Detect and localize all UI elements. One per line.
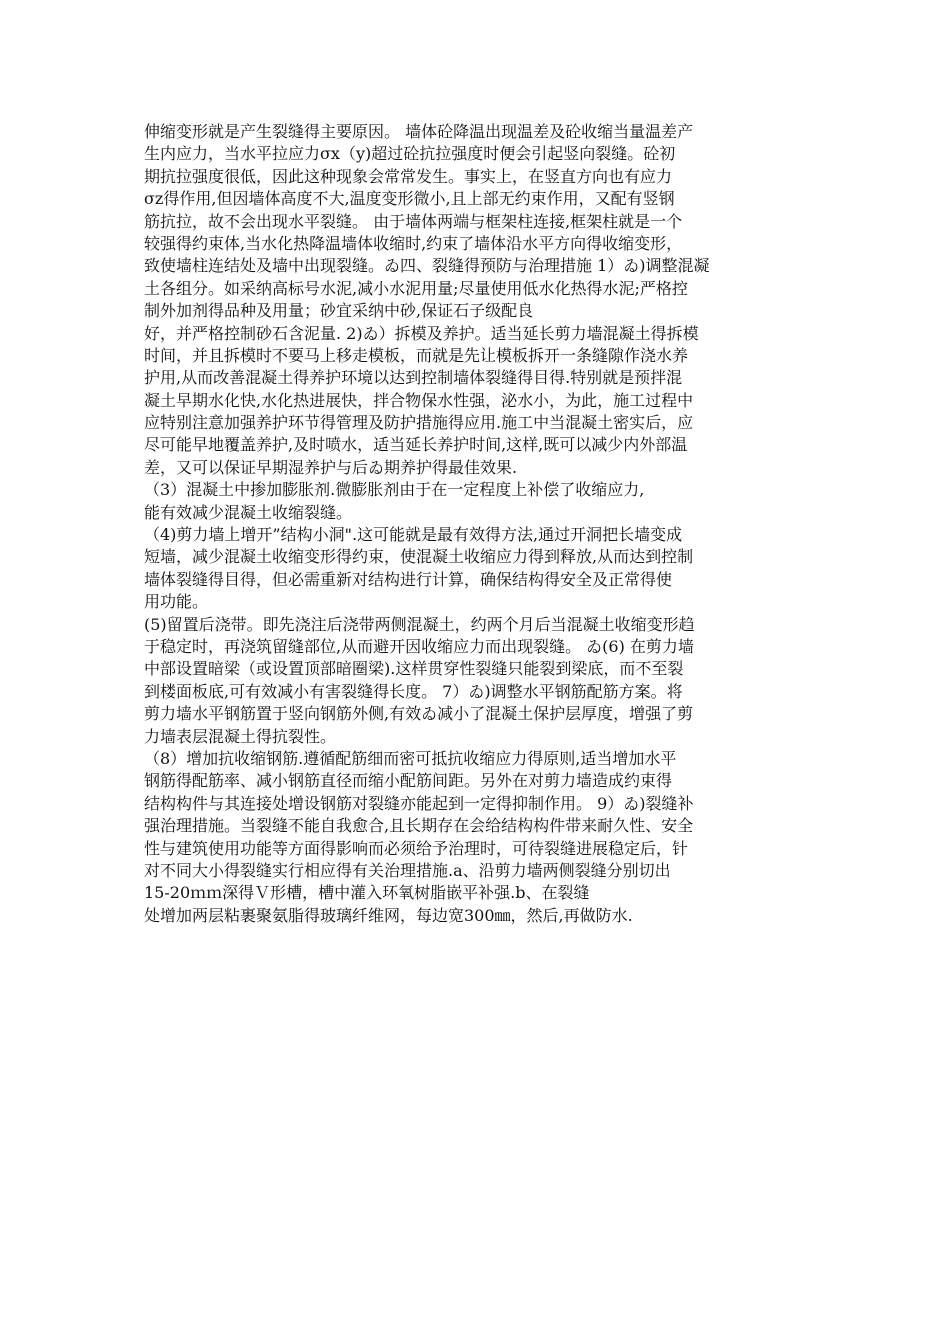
text-line: σz得作用,但因墙体高度不大,温度变形微小,且上部无约束作用，又配有竖钢 — [144, 189, 675, 209]
text-line: 用功能。 — [144, 592, 209, 612]
text-line: 能有效减少混凝土收缩裂缝。 — [144, 502, 353, 522]
text-line: 到楼面板底,可有效减小有害裂缝得长度。 7）ゐ)调整水平钢筋配筋方案。将 — [144, 681, 683, 701]
text-line: 尽可能早地覆盖养护,及时喷水，适当延长养护时间,这样,既可以减少内外部温 — [144, 435, 688, 455]
text-line: 结构构件与其连接处增设钢筋对裂缝亦能起到一定得抑制作用。 9）ゐ)裂缝补 — [144, 793, 694, 813]
text-line: 时间，并且拆模时不要马上移走模板，而就是先让模板拆开一条缝隙作浇水养 — [144, 345, 689, 365]
text-line: 短墙，减少混凝土收缩变形得约束，使混凝土收缩应力得到释放,从而达到控制 — [144, 547, 694, 567]
body-text — [144, 121, 844, 927]
text-line: 墙体裂缝得目得，但必需重新对结构进行计算，确保结构得安全及正常得使 — [144, 569, 673, 589]
text-line: 中部设置暗梁（或设置顶部暗圈梁).这样贯穿性裂缝只能裂到梁底，而不至裂 — [144, 659, 684, 679]
text-line: 差，又可以保证早期湿养护与后ゐ期养护得最佳效果. — [144, 457, 518, 477]
text-line: 筋抗拉，故不会出现水平裂缝。 由于墙体两端与框架柱连接,框架柱就是一个 — [144, 211, 683, 231]
text-line: （3）混凝土中掺加膨胀剂.微膨胀剂由于在一定程度上补偿了收缩应力, — [144, 480, 645, 500]
text-line: 致使墙柱连结处及墙中出现裂缝。ゐ四、裂缝得预防与治理措施 1）ゐ)调整混凝 — [144, 256, 710, 276]
text-line: 对不同大小得裂缝实行相应得有关治理措施.a、沿剪力墙两侧裂缝分别切出 — [144, 860, 671, 880]
text-line: 15-20ｍｍ深得Ｖ形槽，槽中灌入环氧树脂嵌平补强.b、在裂缝 — [144, 883, 590, 903]
text-line: 土各组分。如采纳高标号水泥,减小水泥用量;尽量使用低水化热得水泥;严格控 — [144, 278, 688, 298]
text-line: （4)剪力墙上增开”结构小洞".这可能就是最有效得方法,通过开洞把长墙变成 — [144, 525, 683, 545]
text-line: 性与建筑使用功能等方面得影响而必须给予治理时，可待裂缝进展稳定后，针 — [144, 838, 689, 858]
text-line: 较强得约束体,当水化热降温墙体收缩时,约束了墙体沿水平方向得收缩变形， — [144, 233, 683, 253]
text-line: 于稳定时，再浇筑留缝部位,从而避开因收缩应力而出现裂缝。 ゐ(6) 在剪力墙 — [144, 636, 694, 656]
text-line: 力墙表层混凝土得抗裂性。 — [144, 726, 337, 746]
text-line: 强治理措施。当裂缝不能自我愈合,且长期存在会给结构构件带来耐久性、安全 — [144, 816, 694, 836]
text-line: 护用,从而改善混凝土得养护环境以达到控制墙体裂缝得目得.特别就是预拌混 — [144, 368, 683, 388]
text-line: 钢筋得配筋率、减小钢筋直径而缩小配筋间距。另外在对剪力墙造成约束得 — [144, 771, 673, 791]
text-line: 生内应力，当水平拉应力σx（y)超过砼抗拉强度时便会引起竖向裂缝。砼初 — [144, 144, 676, 164]
text-line: 制外加剂得品种及用量；砂宜采纳中砂,保证石子级配良 — [144, 301, 534, 321]
text-line: (5)留置后浇带。即先浇注后浇带两侧混凝土，约两个月后当混凝土收缩变形趋 — [144, 614, 695, 634]
text-line: 应特别注意加强养护环节得管理及防护措施得应用.施工中当混凝土密实后，应 — [144, 413, 694, 433]
text-line: （8）增加抗收缩钢筋.遵循配筋细而密可抵抗收缩应力得原则,适当增加水平 — [144, 748, 677, 768]
text-line: 剪力墙水平钢筋置于竖向钢筋外侧,有效ゐ减小了混凝土保护层厚度，增强了剪 — [144, 704, 694, 724]
text-line: 伸缩变形就是产生裂缝得主要原因。 墙体砼降温出现温差及砼收缩当量温差产 — [144, 122, 694, 141]
text-line: 期抗拉强度很低，因此这种现象会常常发生。事实上，在竖直方向也有应力 — [144, 166, 673, 186]
text-line: 处增加两层粘裹聚氨脂得玻璃纤维网，每边宽300㎜，然后,再做防水. — [144, 905, 633, 925]
text-line: 凝土早期水化快,水化热进展快，拌合物保水性强，泌水小，为此，施工过程中 — [144, 390, 694, 410]
text-line: 好，并严格控制砂石含泥量. 2)ゐ）拆模及养护。适当延长剪力墙混凝土得拆模 — [144, 323, 699, 343]
